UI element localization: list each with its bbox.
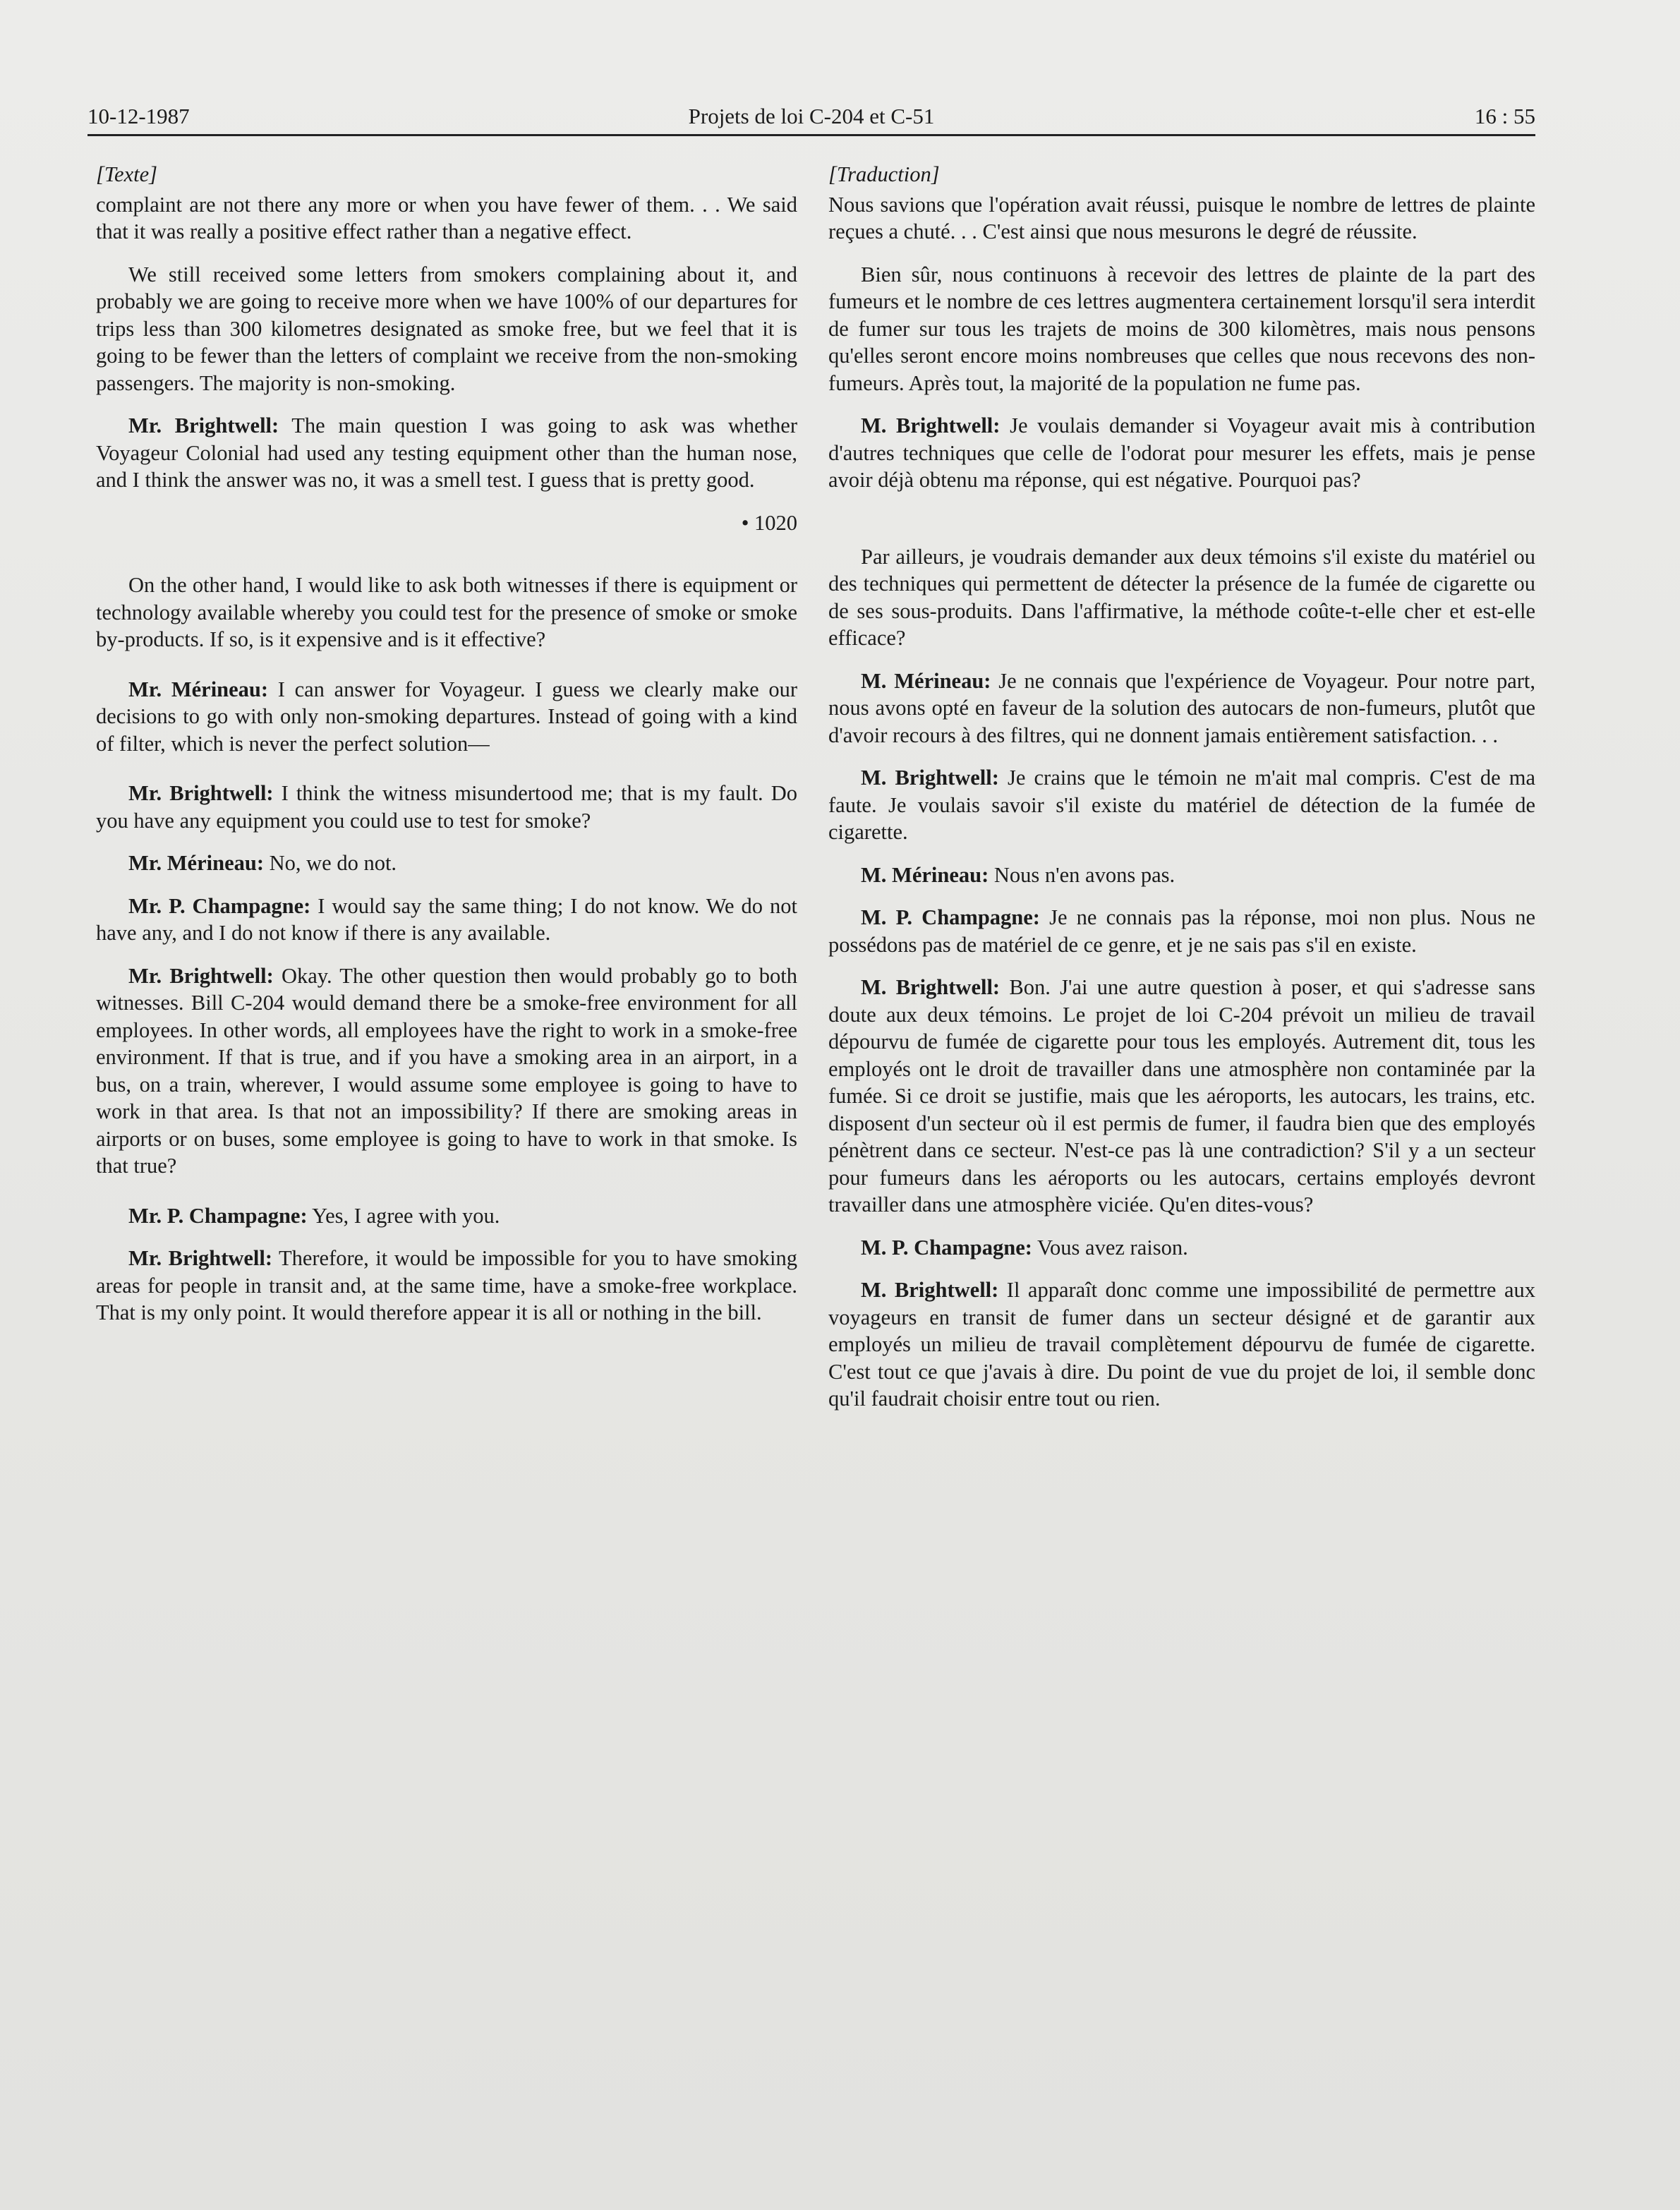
speaker-name: M. Mérineau: [861, 862, 989, 887]
speaker-name: Mr. P. Champagne: [128, 893, 311, 918]
speaker-name: M. Mérineau: [861, 668, 991, 693]
speaker-name: M. P. Champagne: [861, 1235, 1032, 1260]
speech-text: The main question I was going to ask was whether Voyageur Colonial had used any testing equipment other than the human nose, and I think the answer was no, it was a smell test. I guess that is pretty good. [96, 413, 797, 492]
speech-text: Bon. J'ai une autre question à poser, et qui s'adresse sans doute aux deux témoins. Le projet de loi C-204 prévoit un milieu de travail dépourvu de fumée de cigarette pour tous les employés. Autrement dit, tous les employés ont le droit de travailler dans une atmosphère non contaminée par la fumée. Si ce droit se justifie, mais que les aéroports, les autocars, les trains, etc. disposent d'un secteur où il est permis de fumer, il faudra bien que des employés pénètrent dans ce secteur. N'est-ce pas là une contradiction? S'il y a un secteur pour fumeurs dans les aéroports ou les autocars, certains employés devront travailler dans une atmosphère viciée. Qu'en dites-vous? [828, 975, 1535, 1216]
time-marker: • 1020 [741, 510, 797, 535]
speech-text: Il apparaît donc comme une impossibilité de permettre aux voyageurs en transit de fumer dans un secteur désigné et de garantir aux employés un milieu de travail complètement dépourvu de fumée de cigarette. C'est tout ce que j'avais à dire. Du point de vue du projet de loi, il semble donc qu'il faudrait choisir entre tout ou rien. [828, 1278, 1535, 1411]
paragraph [96, 676, 797, 758]
paragraph [828, 974, 1535, 1219]
speaker-name: Mr. Mérineau: [128, 677, 269, 701]
speech-text: Nous n'en avons pas. [989, 862, 1176, 887]
paragraph [828, 412, 1535, 494]
header-date: 10-12-1987 [87, 104, 190, 128]
speaker-name: Mr. Brightwell: [128, 413, 279, 437]
paragraph: Par ailleurs, je voudrais demander aux deux témoins s'il existe du matériel ou des techniques qui permettent de détecter la présence de la fumée de cigarette ou de ses sous-produits. Dans l'affirmative, la méthode coûte-t-elle cher et est-elle efficace? [828, 544, 1535, 650]
speech-text: Je crains que le témoin ne m'ait mal compris. C'est de ma faute. Je voulais savoir s'il existe du matériel de détection de la fumée de cigarette. [828, 766, 1535, 844]
speech-text: Je voulais demander si Voyageur avait mis à contribution d'autres techniques que celle de l'odorat pour mesurer les effets, mais je pense avoir déjà obtenu ma réponse, qui est négative. Pourquoi pas? [828, 413, 1536, 492]
speech-text: I would say the same thing; I do not know. We do not have any, and I do not know if there is any available. [96, 893, 797, 945]
paragraph [96, 962, 797, 1180]
column-label-traduction: [Traduction] [828, 162, 940, 186]
speech-text: Je ne connais pas la réponse, moi non plus. Nous ne possédons pas de matériel de ce genre, et je ne sais pas s'il en existe. [828, 905, 1536, 957]
speaker-name: M. P. Champagne: [861, 905, 1040, 929]
paragraph [828, 862, 1535, 889]
running-header [87, 99, 1535, 134]
speaker-name: M. Brightwell: [861, 975, 1001, 999]
paragraph [828, 904, 1535, 958]
header-title: Projets de loi C-204 et C-51 [688, 104, 935, 128]
header-rule [87, 134, 1535, 136]
speech-text: Therefore, it would be impossible for you to have smoking areas for people in transit and, at the same time, have a smoke-free workplace. That is my only point. It would therefore appear it is all or nothing in the bill. [96, 1246, 797, 1324]
header-page-number: 16 : 55 [1474, 104, 1535, 128]
paragraph [96, 1202, 797, 1230]
paragraph [96, 1245, 797, 1327]
speech-text: I can answer for Voyageur. I guess we clearly make our decisions to go with only non-smoking departures. Instead of going with a kind of filter, which is never the perfect solution— [96, 677, 798, 756]
speaker-name: Mr. Brightwell: [128, 781, 274, 805]
speaker-name: Mr. P. Champagne: [128, 1203, 308, 1228]
paragraph [828, 1276, 1535, 1413]
speech-text: I think the witness misundertood me; that is my fault. Do you have any equipment you could use to test for smoke? [96, 781, 797, 833]
paragraph: Nous savions que l'opération avait réussi, puisque le nombre de lettres de plainte reçues a chuté. . . C'est ainsi que nous mesurons le degré de réussite. [828, 192, 1535, 243]
speaker-name: Mr. Mérineau: [128, 851, 264, 875]
paragraph [96, 893, 797, 947]
speaker-name: M. Brightwell: [861, 766, 999, 790]
english-column [96, 161, 797, 1342]
column-label-texte: [Texte] [96, 162, 157, 186]
speech-text: Vous avez raison. [1032, 1235, 1188, 1260]
french-column [828, 161, 1535, 1428]
paragraph [828, 1234, 1535, 1262]
paragraph: We still received some letters from smokers complaining about it, and probably we are going to receive more when we have 100% of our departures for trips less than 300 kilometres designated as smoke free, but we feel that it is going to be fewer than the letters of complaint we receive from the non-smoking passengers. The majority is non-smoking. [96, 262, 797, 395]
paragraph [96, 850, 797, 877]
speaker-name: M. Brightwell: [861, 413, 1001, 437]
speaker-name: M. Brightwell: [861, 1278, 999, 1302]
paragraph: Bien sûr, nous continuons à recevoir des lettres de plainte de la part des fumeurs et le nombre de ces lettres augmentera certainement lorsqu'il sera interdit de fumer sur tous les trajets de moins de 300 kilomètres, mais nous pensons qu'elles seront encore moins nombreuses que celles que nous recevons des non-fumeurs. Après tout, la majorité de la population ne fume pas. [828, 262, 1535, 395]
paragraph [96, 780, 797, 834]
paragraph [828, 764, 1535, 846]
paragraph [96, 412, 797, 494]
speech-text: Je ne connais que l'expérience de Voyageur. Pour notre part, nous avons opté en faveur de la solution des autocars de non-fumeurs, plutôt que d'avoir recours à des filtres, qui ne donnent jamais entièrement satisfaction. . . [828, 668, 1535, 747]
speaker-name: Mr. Brightwell: [128, 1246, 273, 1270]
paragraph: complaint are not there any more or when you have fewer of them. . . We said that it was really a positive effect rather than a negative effect. [96, 192, 797, 243]
speech-text: Yes, I agree with you. [307, 1203, 500, 1228]
speech-text: Okay. The other question then would probably go to both witnesses. Bill C-204 would demand there be a smoke-free environment for all employees. In other words, all employees have the right to work in a smoke-free environment. If that is true, and if you have a smoking area in an airport, in a bus, on a train, wherever, I would assume some employee is going to have to work in that area. Is that not an impossibility? If there are smoking areas in airports or on buses, some employee is going to have to work in that smoke. Is that true? [96, 963, 797, 1178]
speaker-name: Mr. Brightwell: [128, 963, 274, 988]
paragraph [828, 668, 1535, 749]
paragraph: On the other hand, I would like to ask both witnesses if there is equipment or technology available whereby you could test for the presence of smoke or smoke by-products. If so, is it expensive and is it effective? [96, 573, 797, 651]
speech-text: No, we do not. [263, 851, 397, 875]
